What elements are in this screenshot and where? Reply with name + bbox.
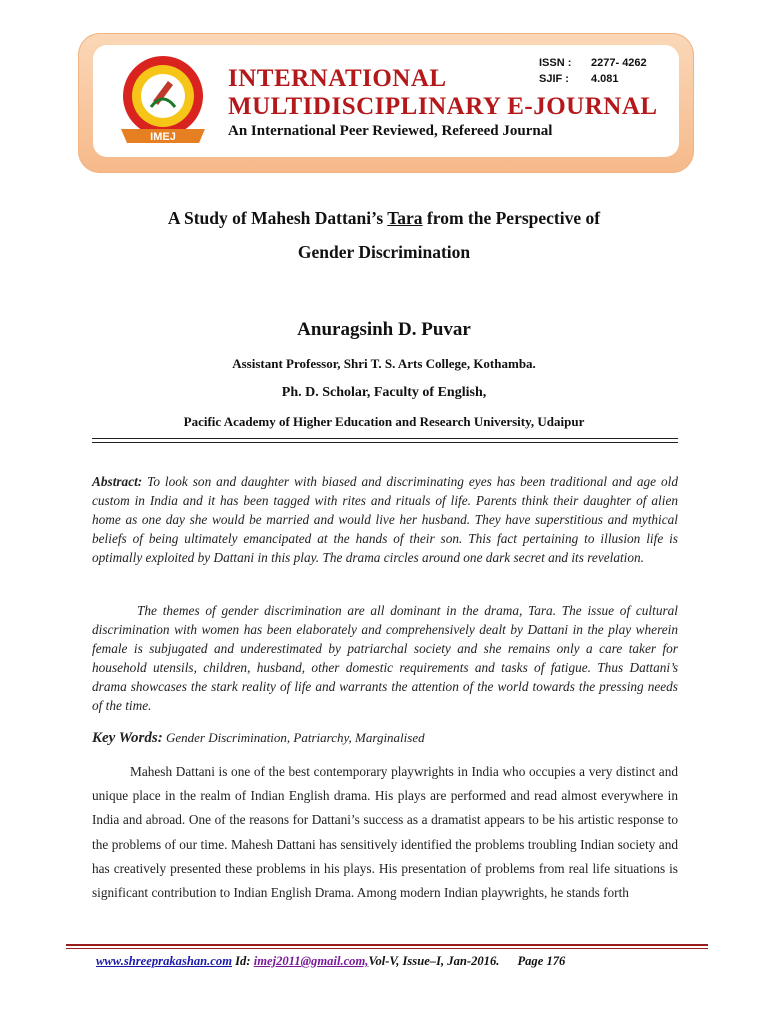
affiliation-role: Ph. D. Scholar, <box>281 385 371 400</box>
footer-issue: Vol-V, Issue–I, Jan-2016. <box>368 954 500 968</box>
page-footer <box>96 954 696 969</box>
keywords-text: Gender Discrimination, Patriarchy, Marginalised <box>162 730 425 745</box>
footer-id-label: Id: <box>232 954 254 968</box>
issn-label: ISSN : <box>539 57 572 69</box>
body-paragraph: Mahesh Dattani is one of the best contemporary playwrights in India who occupies a very distinct and unique place in the realm of Indian English drama. His plays are performed and read almost everywhere in India and abroad. One of the reasons for Dattani’s success as a dramatist appears to be his artistic response to the problems of our time. Mahesh Dattani has sensitively identified the problems troubling Indian society and has creatively presented these problems in his plays. His presentation of problems from real life situations is significant contribution to Indian English Drama. Among modern Indian playwrights, he stands forth <box>92 764 678 901</box>
footer-email-link[interactable]: imej2011@gmail.com, <box>253 954 369 968</box>
abstract-paragraph-1 <box>92 472 678 567</box>
abstract-paragraph-2: The themes of gender discrimination are all dominant in the drama, Tara. The issue of cultural discrimination with women has been elaborately and comprehensively dealt by Dattani in the play wherein female is subjugated and underestimated by patriarchal society and she remains only a care taker for household utensils, children, husband, other domestic requirements and tasks of fatigue. Thus Dattani’s drama showcases the stark reality of life and warrants the attention of the world towards the pressing needs of the time. <box>92 603 678 713</box>
sjif-value: 4.081 <box>591 73 619 85</box>
footer-page-number: Page 176 <box>517 954 566 968</box>
abstract-text-1: To look son and daughter with biased and discriminating eyes has been traditional and age old custom in India and it has been tagged with rites and rituals of life. Parents think their daughter of alien home as one day she would be married and would live her husband. They have superstitious and mythical beliefs of being ultimately emancipated at the hands of their son. This fact pertaining to illusion life is optimally exploited by Dattani in this play. The drama circles around one dark secret and its revelation. <box>92 474 678 565</box>
journal-title-line1: INTERNATIONAL <box>228 65 447 92</box>
sjif-label: SJIF : <box>539 73 569 85</box>
journal-logo-icon <box>113 51 213 149</box>
logo-text: IMEJ <box>150 131 176 143</box>
article-title-line2: Gender Discrimination <box>297 242 471 262</box>
keywords <box>92 730 678 747</box>
journal-title-line2: MULTIDISCIPLINARY E-JOURNAL <box>228 93 658 120</box>
title-play-name: Tara <box>387 208 423 228</box>
issn-value: 2277- 4262 <box>591 57 647 69</box>
journal-banner-inner <box>93 45 679 157</box>
keywords-label: Key Words: <box>92 730 163 746</box>
title-after: from the Perspective of <box>422 208 601 228</box>
title-before: A Study of Mahesh Dattani’s <box>167 208 388 228</box>
header-divider-top <box>92 438 678 439</box>
affiliation-department: Faculty of English, <box>370 385 487 400</box>
journal-banner <box>78 33 694 173</box>
author-affiliation-1: Assistant Professor, Shri T. S. Arts College, Kothamba. <box>232 356 536 371</box>
footer-divider-thick <box>66 944 708 946</box>
journal-identifiers <box>539 55 647 87</box>
article-title <box>0 208 768 229</box>
journal-subtitle: An International Peer Reviewed, Refereed Journal <box>228 123 553 139</box>
footer-website-link[interactable]: www.shreeprakashan.com <box>96 954 232 968</box>
header-divider-bottom <box>92 442 678 443</box>
author-affiliation-2 <box>0 385 768 401</box>
author-affiliation-3: Pacific Academy of Higher Education and Research University, Udaipur <box>183 414 585 429</box>
author-name: Anuragsinh D. Puvar <box>297 319 471 340</box>
footer-divider-thin <box>66 948 708 949</box>
abstract-label: Abstract: <box>92 474 143 489</box>
